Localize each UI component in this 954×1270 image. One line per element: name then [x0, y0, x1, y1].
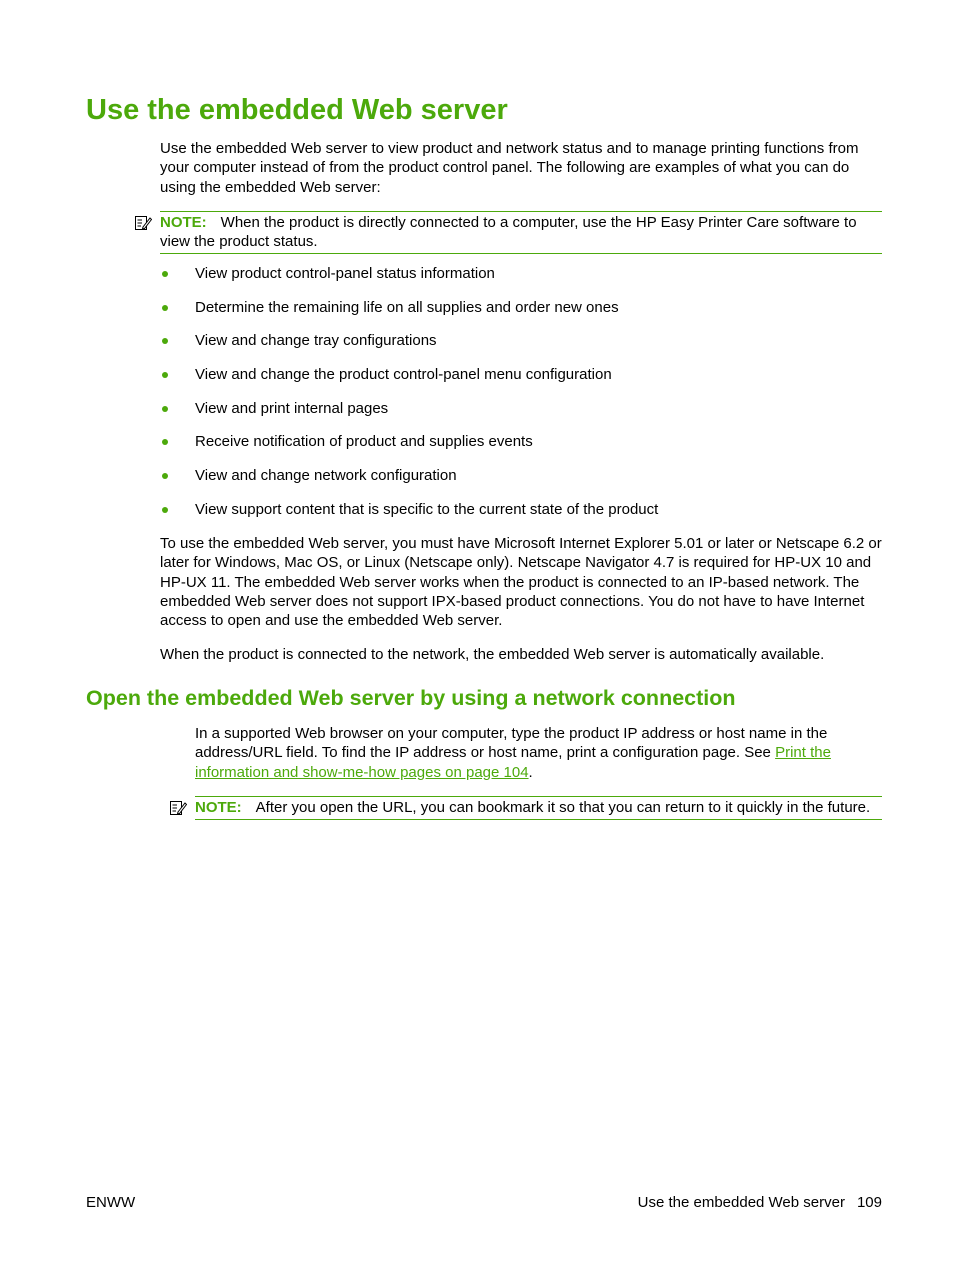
requirements-paragraph: To use the embedded Web server, you must have Microsoft Internet Explorer 5.01 or later or Netscape 6.2 or later for Windows, Mac OS, or Linux (Netscape only). Netscape Navigator 4.7 is required for HP-UX 10 and HP-UX 11. The embedded Web server works when the product is connected to an IP-based network. The embedded Web server does not support IPX-based product connections. You do not have to have Internet access to open and use the embedded Web server.	[160, 535, 882, 630]
bullet-icon	[162, 406, 168, 412]
list-item	[160, 365, 882, 399]
feature-list	[160, 264, 882, 534]
note-box	[195, 796, 882, 820]
list-item	[160, 500, 882, 534]
note-text: When the product is directly connected to a computer, use the HP Easy Printer Care software to view the product status.	[160, 214, 857, 250]
list-item-text: Receive notification of product and supplies events	[195, 433, 533, 451]
bullet-icon	[162, 473, 168, 479]
print-pages-link[interactable]: Print the information and show-me-how pages on page 104	[195, 744, 831, 781]
list-item	[160, 432, 882, 466]
bullet-icon	[162, 507, 168, 513]
bullet-icon	[162, 439, 168, 445]
list-item-text: Determine the remaining life on all supplies and order new ones	[195, 298, 619, 316]
page-number: 109	[856, 1194, 882, 1211]
availability-paragraph: When the product is connected to the network, the embedded Web server is automatically available.	[160, 646, 825, 663]
open-server-paragraph	[195, 724, 882, 782]
page-title: Use the embedded Web server	[86, 94, 508, 126]
bullet-icon	[162, 338, 168, 344]
note-icon	[169, 799, 187, 817]
list-item	[160, 298, 882, 332]
list-item-text: View and change network configuration	[195, 467, 457, 485]
note-label: NOTE:	[195, 799, 242, 816]
note-box	[160, 211, 882, 254]
open-server-text: In a supported Web browser on your computer, type the product IP address or host name in the address/URL field. To find the IP address or host name, print a configuration page. See	[195, 725, 828, 762]
footer-left: ENWW	[86, 1194, 136, 1211]
note-label: NOTE:	[160, 214, 207, 231]
list-item	[160, 331, 882, 365]
list-item	[160, 264, 882, 298]
list-item	[160, 399, 882, 433]
section-heading: Open the embedded Web server by using a network connection	[86, 686, 736, 710]
footer-section-title: Use the embedded Web server	[637, 1194, 845, 1211]
footer-right	[638, 1193, 882, 1212]
bullet-icon	[162, 271, 168, 277]
open-server-text-end: .	[528, 763, 533, 781]
bullet-icon	[162, 305, 168, 311]
list-item-text: View and change tray configurations	[195, 332, 437, 350]
list-item-text: View and print internal pages	[195, 399, 389, 417]
bullet-icon	[162, 372, 168, 378]
note-icon	[134, 214, 152, 232]
note-text: After you open the URL, you can bookmark it so that you can return to it quickly in the future.	[255, 799, 871, 816]
list-item-text: View and change the product control-panel menu configuration	[195, 366, 612, 384]
list-item-text: View product control-panel status information	[195, 265, 495, 282]
intro-paragraph: Use the embedded Web server to view product and network status and to manage printing functions from your computer instead of from the product control panel. The following are examples of what you can do using the embedded Web server:	[160, 140, 859, 196]
list-item	[160, 466, 882, 500]
list-item-text: View support content that is specific to the current state of the product	[195, 500, 659, 518]
